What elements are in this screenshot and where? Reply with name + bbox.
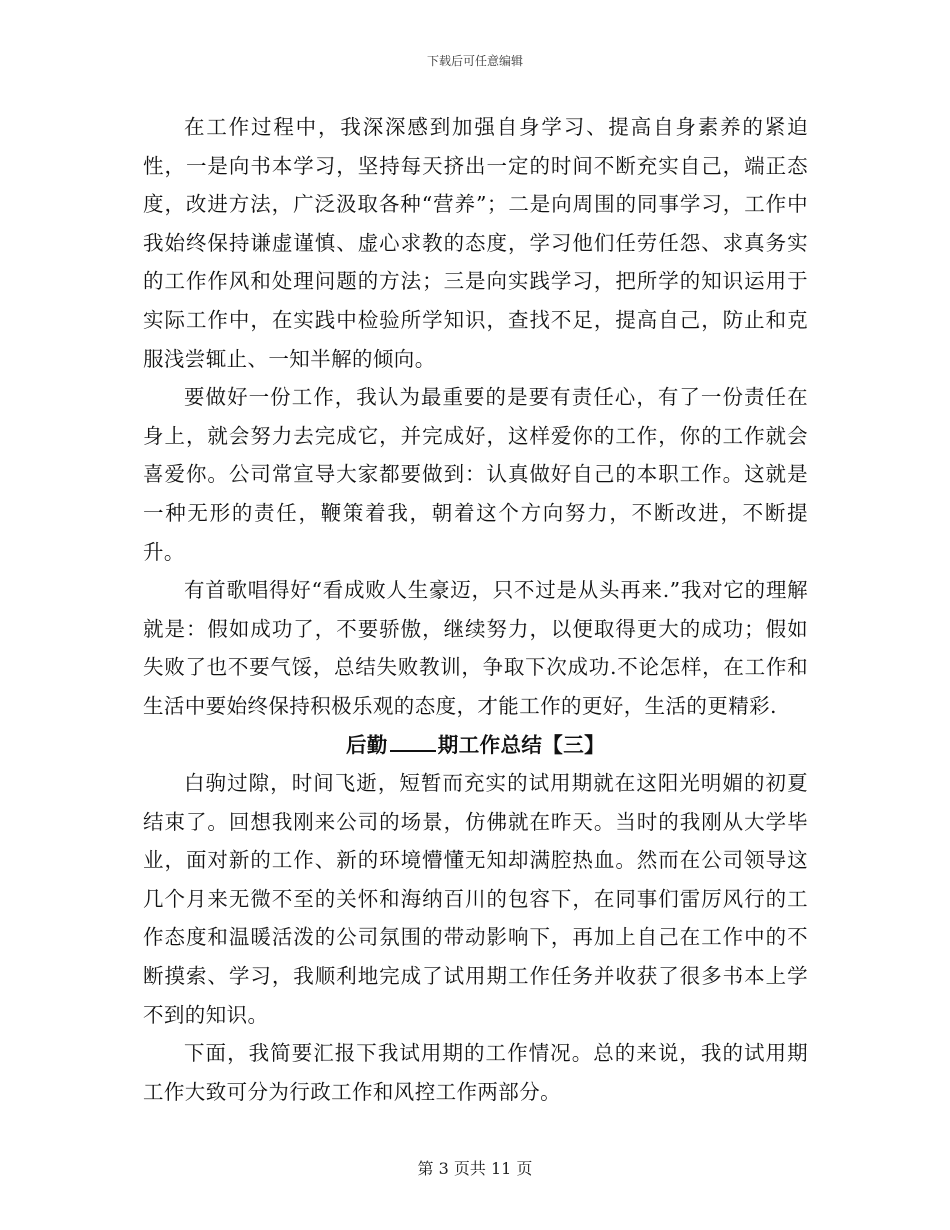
document-body [143, 108, 808, 1111]
section-title-suffix: 期工作总结【三】 [437, 732, 605, 757]
page-footer: 第 3 页共 11 页 [417, 1159, 533, 1178]
paragraph: 白驹过隙，时间飞逝，短暂而充实的试用期就在这阳光明媚的初夏结束了。回想我刚来公司的场景，仿佛就在昨天。当时的我刚从大学毕业，面对新的工作、新的环境懵懂无知却满腔热血。然而在公司领导这几个月来无微不至的关怀和海纳百川的包容下，在同事们雷厉风行的工作态度和温暖活泼的公司氛围的带动影响下，再加上自己在工作中的不断摸索、学习，我顺利地完成了试用期工作任务并收获了很多书本上学不到的知识。 [143, 771, 808, 1027]
paragraph: 下面，我简要汇报下我试用期的工作情况。总的来说，我的试用期工作大致可分为行政工作和风控工作两部分。 [143, 1041, 808, 1104]
section-title-prefix: 后勤 [345, 732, 388, 757]
page-header: 下载后可任意编辑 [426, 54, 523, 68]
title-blank-underline [390, 732, 436, 752]
paragraph: 有首歌唱得好“看成败人生豪迈，只不过是从头再来.”我对它的理解就是：假如成功了，不要骄傲，继续努力，以便取得更大的成功；假如失败了也不要气馁，总结失败教训，争取下次成功.不论怎样，在工作和生活中要始终保持积极乐观的态度，才能工作的更好，生活的更精彩. [143, 578, 808, 718]
section-title [143, 726, 808, 765]
paragraph: 在工作过程中，我深深感到加强自身学习、提高自身素养的紧迫性，一是向书本学习，坚持每天挤出一定的时间不断充实自己，端正态度，改进方法，广泛汲取各种“营养”；二是向周围的同事学习，工作中我始终保持谦虚谨慎、虚心求教的态度，学习他们任劳任怨、求真务实的工作作风和处理问题的方法；三是向实践学习，把所学的知识运用于实际工作中，在实践中检验所学知识，查找不足，提高自己，防止和克服浅尝辄止、一知半解的倾向。 [143, 115, 808, 371]
paragraph: 要做好一份工作，我认为最重要的是要有责任心，有了一份责任在身上，就会努力去完成它，并完成好，这样爱你的工作，你的工作就会喜爱你。公司常宣导大家都要做到：认真做好自己的本职工作。这就是一种无形的责任，鞭策着我，朝着这个方向努力，不断改进，不断提升。 [143, 385, 808, 564]
